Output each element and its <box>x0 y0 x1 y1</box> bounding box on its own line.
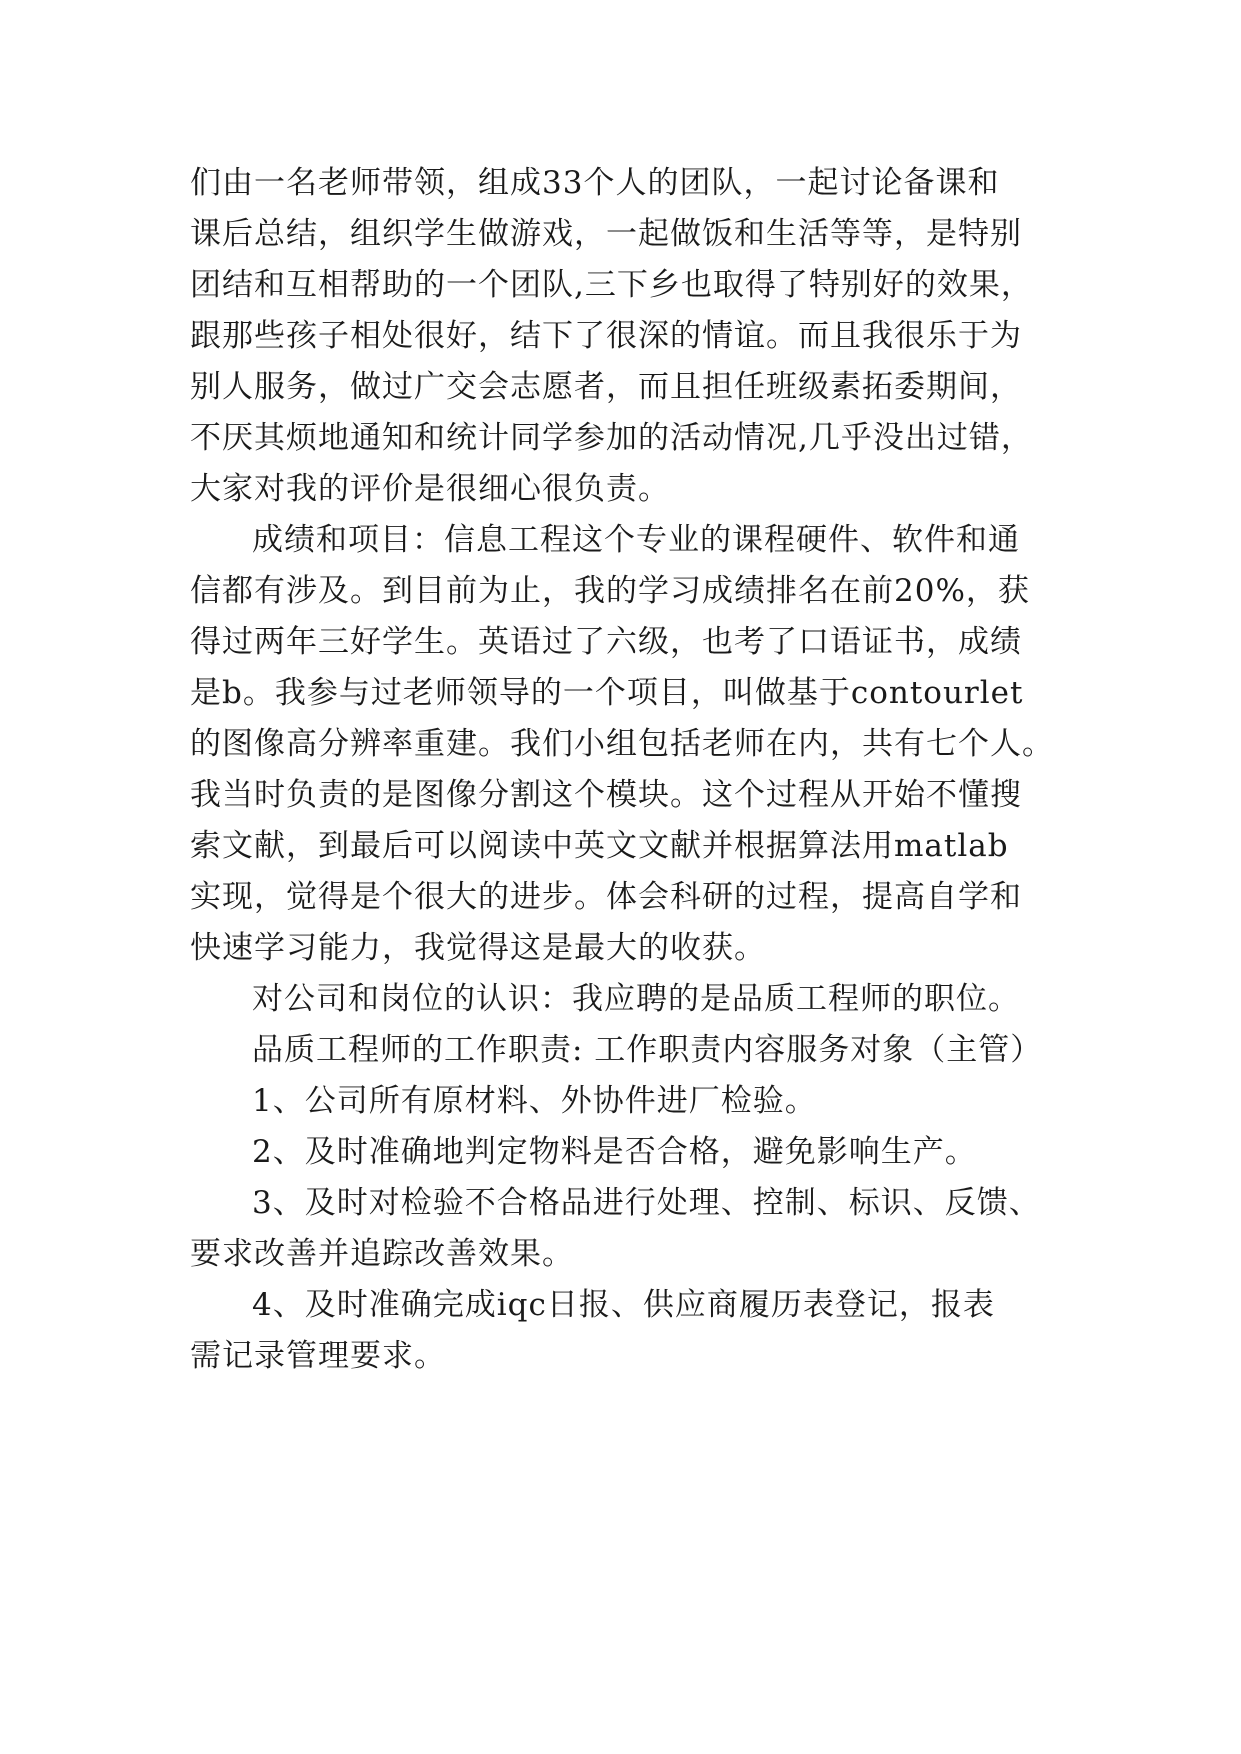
text-line: 得过两年三好学生。英语过了六级，也考了口语证书，成绩 <box>190 624 1022 660</box>
text-line: 团结和互相帮助的一个团队,三下乡也取得了特别好的效果， <box>190 267 1033 303</box>
text-line: 不厌其烦地通知和统计同学参加的活动情况,几乎没出过错， <box>190 420 1033 456</box>
text-line: 信都有涉及。到目前为止，我的学习成绩排名在前20%，获 <box>190 573 1030 609</box>
text-line: 成绩和项目：信息工程这个专业的课程硬件、软件和通 <box>252 522 1020 558</box>
text-line: 3、及时对检验不合格品进行处理、控制、标识、反馈、 <box>252 1185 1041 1221</box>
text-line: 需记录管理要求。 <box>190 1338 446 1374</box>
text-line: 品质工程师的工作职责: 工作职责内容服务对象（主管） <box>252 1032 1043 1068</box>
text-line: 实现，觉得是个很大的进步。体会科研的过程，提高自学和 <box>190 879 1022 915</box>
text-line: 课后总结，组织学生做游戏，一起做饭和生活等等，是特别 <box>190 216 1022 252</box>
text-line: 别人服务，做过广交会志愿者，而且担任班级素拓委期间， <box>190 369 1022 405</box>
text-line: 的图像高分辨率重建。我们小组包括老师在内，共有七个人。 <box>190 726 1054 762</box>
text-line: 1、公司所有原材料、外协件进厂检验。 <box>252 1083 817 1119</box>
text-line: 4、及时准确完成iqc日报、供应商履历表登记，报表 <box>252 1287 995 1323</box>
text-line: 索文献，到最后可以阅读中英文文献并根据算法用matlab <box>190 828 1009 864</box>
text-line: 要求改善并追踪改善效果。 <box>190 1236 574 1272</box>
text-line: 我当时负责的是图像分割这个模块。这个过程从开始不懂搜 <box>190 777 1022 813</box>
text-line: 大家对我的评价是很细心很负责。 <box>190 471 670 507</box>
text-line: 跟那些孩子相处很好，结下了很深的情谊。而且我很乐于为 <box>190 318 1022 354</box>
text-line: 2、及时准确地判定物料是否合格，避免影响生产。 <box>252 1134 977 1170</box>
text-line: 快速学习能力，我觉得这是最大的收获。 <box>190 930 766 966</box>
body-text <box>190 158 1090 1382</box>
text-line: 对公司和岗位的认识：我应聘的是品质工程师的职位。 <box>252 981 1020 1017</box>
text-line: 们由一名老师带领，组成33个人的团队，一起讨论备课和 <box>190 165 1000 201</box>
text-line: 是b。我参与过老师领导的一个项目，叫做基于contourlet <box>190 675 1024 711</box>
